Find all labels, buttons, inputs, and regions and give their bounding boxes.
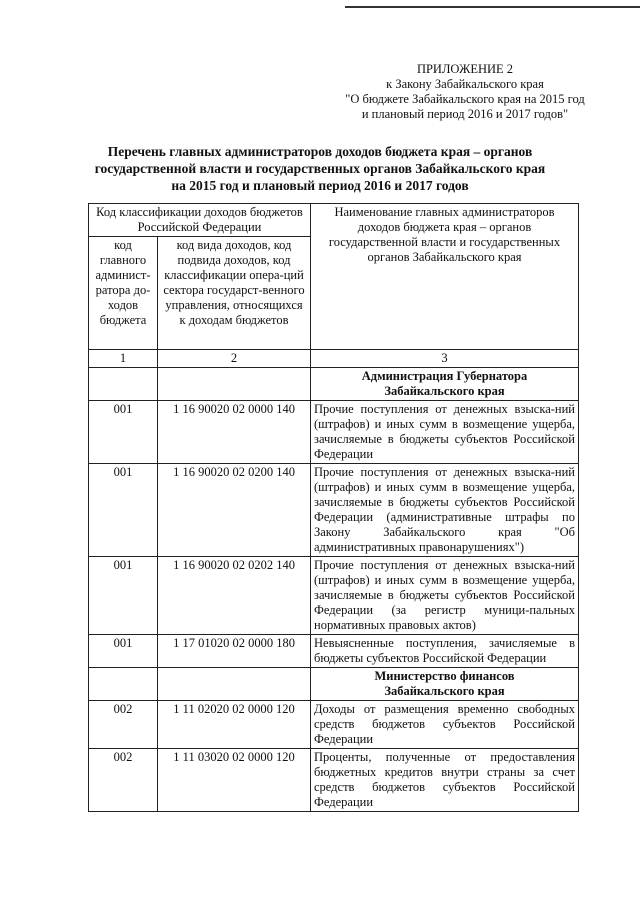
appendix-line: к Закону Забайкальского края <box>386 77 544 91</box>
appendix-line: "О бюджете Забайкальского края на 2015 год <box>345 92 585 106</box>
header-admin-code: код главного админист-ратора до-ходов бюджета <box>89 237 158 350</box>
revenue-code-cell: 1 16 90020 02 0000 140 <box>158 401 311 464</box>
revenue-description-cell: Прочие поступления от денежных взыска-ний (штрафов) и иных сумм в возмещение ущерба, зачисляемые в бюджеты субъектов Российской Федерации <box>311 401 579 464</box>
title-line: государственной власти и государственных органов Забайкальского края <box>94 161 546 176</box>
revenue-description-cell: Прочие поступления от денежных взыска-ний (штрафов) и иных сумм в возмещение ущерба, зачисляемые в бюджеты субъектов Российской Федерации (за регистр муници-пальных нормативных правовых актов) <box>311 557 579 635</box>
revenue-description-cell: Проценты, полученные от предоставления бюджетных кредитов внутри страны за счет средств бюджетов субъектов Российской Федерации <box>311 749 579 812</box>
admin-code-cell: 001 <box>89 464 158 557</box>
table-row <box>89 557 579 635</box>
section-empty-cell <box>158 368 311 401</box>
revenue-code-cell: 1 16 90020 02 0202 140 <box>158 557 311 635</box>
admin-code-cell: 002 <box>89 701 158 749</box>
revenue-description-cell: Невыясненные поступления, зачисляемые в бюджеты субъектов Российской Федерации <box>311 635 579 668</box>
document-title <box>60 143 580 194</box>
table-row <box>89 749 579 812</box>
header-administrator-name <box>311 204 579 350</box>
section-row <box>89 368 579 401</box>
scan-edge-line <box>345 6 640 8</box>
section-empty-cell <box>89 668 158 701</box>
section-name: Министерство финансов Забайкальского края <box>311 668 579 701</box>
table-row <box>89 401 579 464</box>
title-line: на 2015 год и плановый период 2016 и 2017 годов <box>171 178 469 193</box>
admin-code-cell: 001 <box>89 635 158 668</box>
revenue-description-cell: Доходы от размещения временно свободных средств бюджетов субъектов Российской Федерации <box>311 701 579 749</box>
appendix-line: и плановый период 2016 и 2017 годов" <box>361 107 569 121</box>
appendix-header <box>330 62 600 122</box>
header-revenue-type-code: код вида доходов, код подвида доходов, код классификации опера-ций сектора государст-венного управления, относящихся к доходам бюджетов <box>158 237 311 350</box>
revenue-description-cell: Прочие поступления от денежных взыска-ний (штрафов) и иных сумм в возмещение ущерба, зачисляемые в бюджеты субъектов Российской Федерации (административные штрафы по Закону Забайкальского края "Об административных правонарушениях") <box>311 464 579 557</box>
section-empty-cell <box>89 368 158 401</box>
revenue-code-cell: 1 17 01020 02 0000 180 <box>158 635 311 668</box>
admin-code-cell: 001 <box>89 557 158 635</box>
section-empty-cell <box>158 668 311 701</box>
table-row <box>89 635 579 668</box>
section-name: Администрация Губернатора Забайкальского края <box>311 368 579 401</box>
revenue-code-cell: 1 11 03020 02 0000 120 <box>158 749 311 812</box>
section-row <box>89 668 579 701</box>
column-number: 3 <box>311 350 579 368</box>
administrators-table <box>88 203 579 812</box>
table-row <box>89 464 579 557</box>
title-line: Перечень главных администраторов доходов бюджета края – органов <box>107 144 533 159</box>
revenue-code-cell: 1 11 02020 02 0000 120 <box>158 701 311 749</box>
column-number: 1 <box>89 350 158 368</box>
admin-code-cell: 001 <box>89 401 158 464</box>
column-number: 2 <box>158 350 311 368</box>
header-administrator-name-text: Наименование главных администраторов доходов бюджета края – органов государственной власти и государственных органов Забайкальского края <box>328 205 561 264</box>
admin-code-cell: 002 <box>89 749 158 812</box>
table-row <box>89 701 579 749</box>
appendix-line: ПРИЛОЖЕНИЕ 2 <box>416 62 514 76</box>
header-classification-codes: Код классификации доходов бюджетов Российской Федерации <box>89 204 311 237</box>
revenue-code-cell: 1 16 90020 02 0200 140 <box>158 464 311 557</box>
